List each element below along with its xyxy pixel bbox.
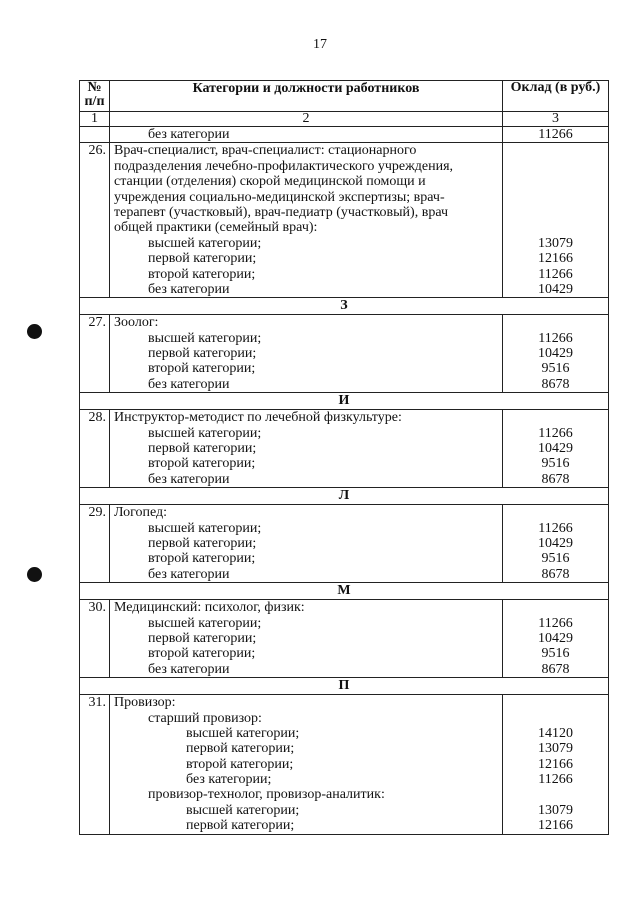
- position-title: Зоолог:: [114, 315, 159, 331]
- category-label: первой категории;: [186, 741, 295, 757]
- salary-value: 8678: [541, 566, 570, 582]
- col-index-1: 1: [80, 112, 110, 127]
- section-letter: Л: [80, 488, 609, 505]
- salary-value: 10429: [538, 346, 573, 362]
- section-row: [80, 488, 609, 505]
- row-number: 28.: [80, 410, 110, 488]
- position-title: Провизор:: [114, 695, 176, 711]
- category-label: первой категории;: [148, 630, 257, 646]
- category-label: второй категории;: [148, 266, 256, 282]
- row-number: 26.: [80, 143, 110, 298]
- header-salary: Оклад (в руб.): [503, 81, 609, 112]
- salary-value: 12166: [538, 756, 573, 772]
- sub-position-title: старший провизор:: [148, 710, 262, 726]
- category-label: без категории;: [186, 772, 272, 788]
- section-letter: М: [80, 583, 609, 600]
- header-name: Категории и должности работников: [110, 81, 503, 112]
- col-index-2: 2: [110, 112, 503, 127]
- category-label: высшей категории;: [148, 235, 262, 251]
- header-num: № п/п: [80, 81, 110, 112]
- category-label: без категории: [148, 127, 230, 142]
- table-row: [80, 127, 609, 143]
- category-label: без категории: [148, 471, 230, 487]
- col-index-3: 3: [503, 112, 609, 127]
- salary-value: 11266: [538, 520, 573, 536]
- section-letter: И: [80, 393, 609, 410]
- category-label: высшей категории;: [186, 802, 300, 818]
- category-label: первой категории;: [148, 535, 257, 551]
- salary-value: 10429: [538, 441, 573, 457]
- salary-value: 13079: [538, 741, 573, 757]
- salary-value: 10429: [538, 281, 573, 297]
- position-title: Медицинский: психолог, физик:: [114, 600, 305, 616]
- salary-value: 9516: [541, 551, 570, 567]
- table-row: [80, 695, 609, 835]
- category-label: первой категории;: [148, 441, 257, 457]
- salary-value: 10429: [538, 535, 573, 551]
- position-title: общей практики (семейный врач):: [114, 220, 318, 236]
- position-title: терапевт (участковый), врач-педиатр (участковый), врач: [114, 204, 449, 220]
- salary-value: 12166: [538, 818, 573, 834]
- category-label: высшей категории;: [186, 725, 300, 741]
- salary-value: 11266: [538, 772, 573, 788]
- table-header-row: [80, 81, 609, 112]
- category-label: высшей категории;: [148, 520, 262, 536]
- category-label: без категории: [148, 661, 230, 677]
- category-label: без категории: [148, 566, 230, 582]
- category-label: второй категории;: [148, 646, 256, 662]
- salary-value: 9516: [541, 646, 570, 662]
- table-row: [80, 505, 609, 583]
- position-title: Инструктор-методист по лечебной физкультуре:: [114, 410, 402, 426]
- position-title: Врач-специалист, врач-специалист: стационарного: [114, 143, 417, 159]
- punch-hole-mark: [27, 567, 42, 582]
- section-letter: З: [80, 298, 609, 315]
- salary-value: 10429: [538, 630, 573, 646]
- salary-table: [79, 80, 609, 835]
- salary-value: 9516: [541, 361, 570, 377]
- category-label: второй категории;: [148, 456, 256, 472]
- row-number: 29.: [80, 505, 110, 583]
- position-title: станции (отделения) скорой медицинской помощи и: [114, 174, 426, 190]
- salary-value: 11266: [538, 127, 573, 142]
- category-label: второй категории;: [148, 551, 256, 567]
- salary-value: 11266: [538, 266, 573, 282]
- section-letter: П: [80, 678, 609, 695]
- sub-position-title: провизор-технолог, провизор-аналитик:: [148, 787, 385, 803]
- salary-value: 11266: [538, 615, 573, 631]
- salary-value: 12166: [538, 251, 573, 267]
- category-label: второй категории;: [148, 361, 256, 377]
- row-number: 31.: [80, 695, 110, 835]
- category-label: второй категории;: [186, 756, 294, 772]
- punch-hole-mark: [27, 324, 42, 339]
- table-row: [80, 600, 609, 678]
- salary-value: 11266: [538, 330, 573, 346]
- row-number: 30.: [80, 600, 110, 678]
- category-label: без категории: [148, 376, 230, 392]
- table-row: [80, 410, 609, 488]
- row-number: 27.: [80, 315, 110, 393]
- table-row: [80, 143, 609, 298]
- page-number: 17: [313, 37, 327, 52]
- salary-value: 13079: [538, 802, 573, 818]
- position-title: подразделения лечебно-профилактического учреждения,: [114, 158, 454, 174]
- position-title: учреждения социально-медицинской экспертизы; врач-: [114, 189, 445, 205]
- section-row: [80, 298, 609, 315]
- category-label: без категории: [148, 281, 230, 297]
- position-title: Логопед:: [114, 505, 168, 521]
- table-row: [80, 315, 609, 393]
- category-label: первой категории;: [148, 346, 257, 362]
- category-label: первой категории;: [186, 818, 295, 834]
- salary-value: 8678: [541, 471, 570, 487]
- salary-value: 14120: [538, 725, 573, 741]
- category-label: первой категории;: [148, 251, 257, 267]
- section-row: [80, 393, 609, 410]
- section-row: [80, 678, 609, 695]
- salary-value: 9516: [541, 456, 570, 472]
- salary-value: 8678: [541, 376, 570, 392]
- salary-value: 8678: [541, 661, 570, 677]
- section-row: [80, 583, 609, 600]
- salary-value: 11266: [538, 425, 573, 441]
- category-label: высшей категории;: [148, 425, 262, 441]
- category-label: высшей категории;: [148, 615, 262, 631]
- category-label: высшей категории;: [148, 330, 262, 346]
- salary-value: 13079: [538, 235, 573, 251]
- column-index-row: [80, 112, 609, 127]
